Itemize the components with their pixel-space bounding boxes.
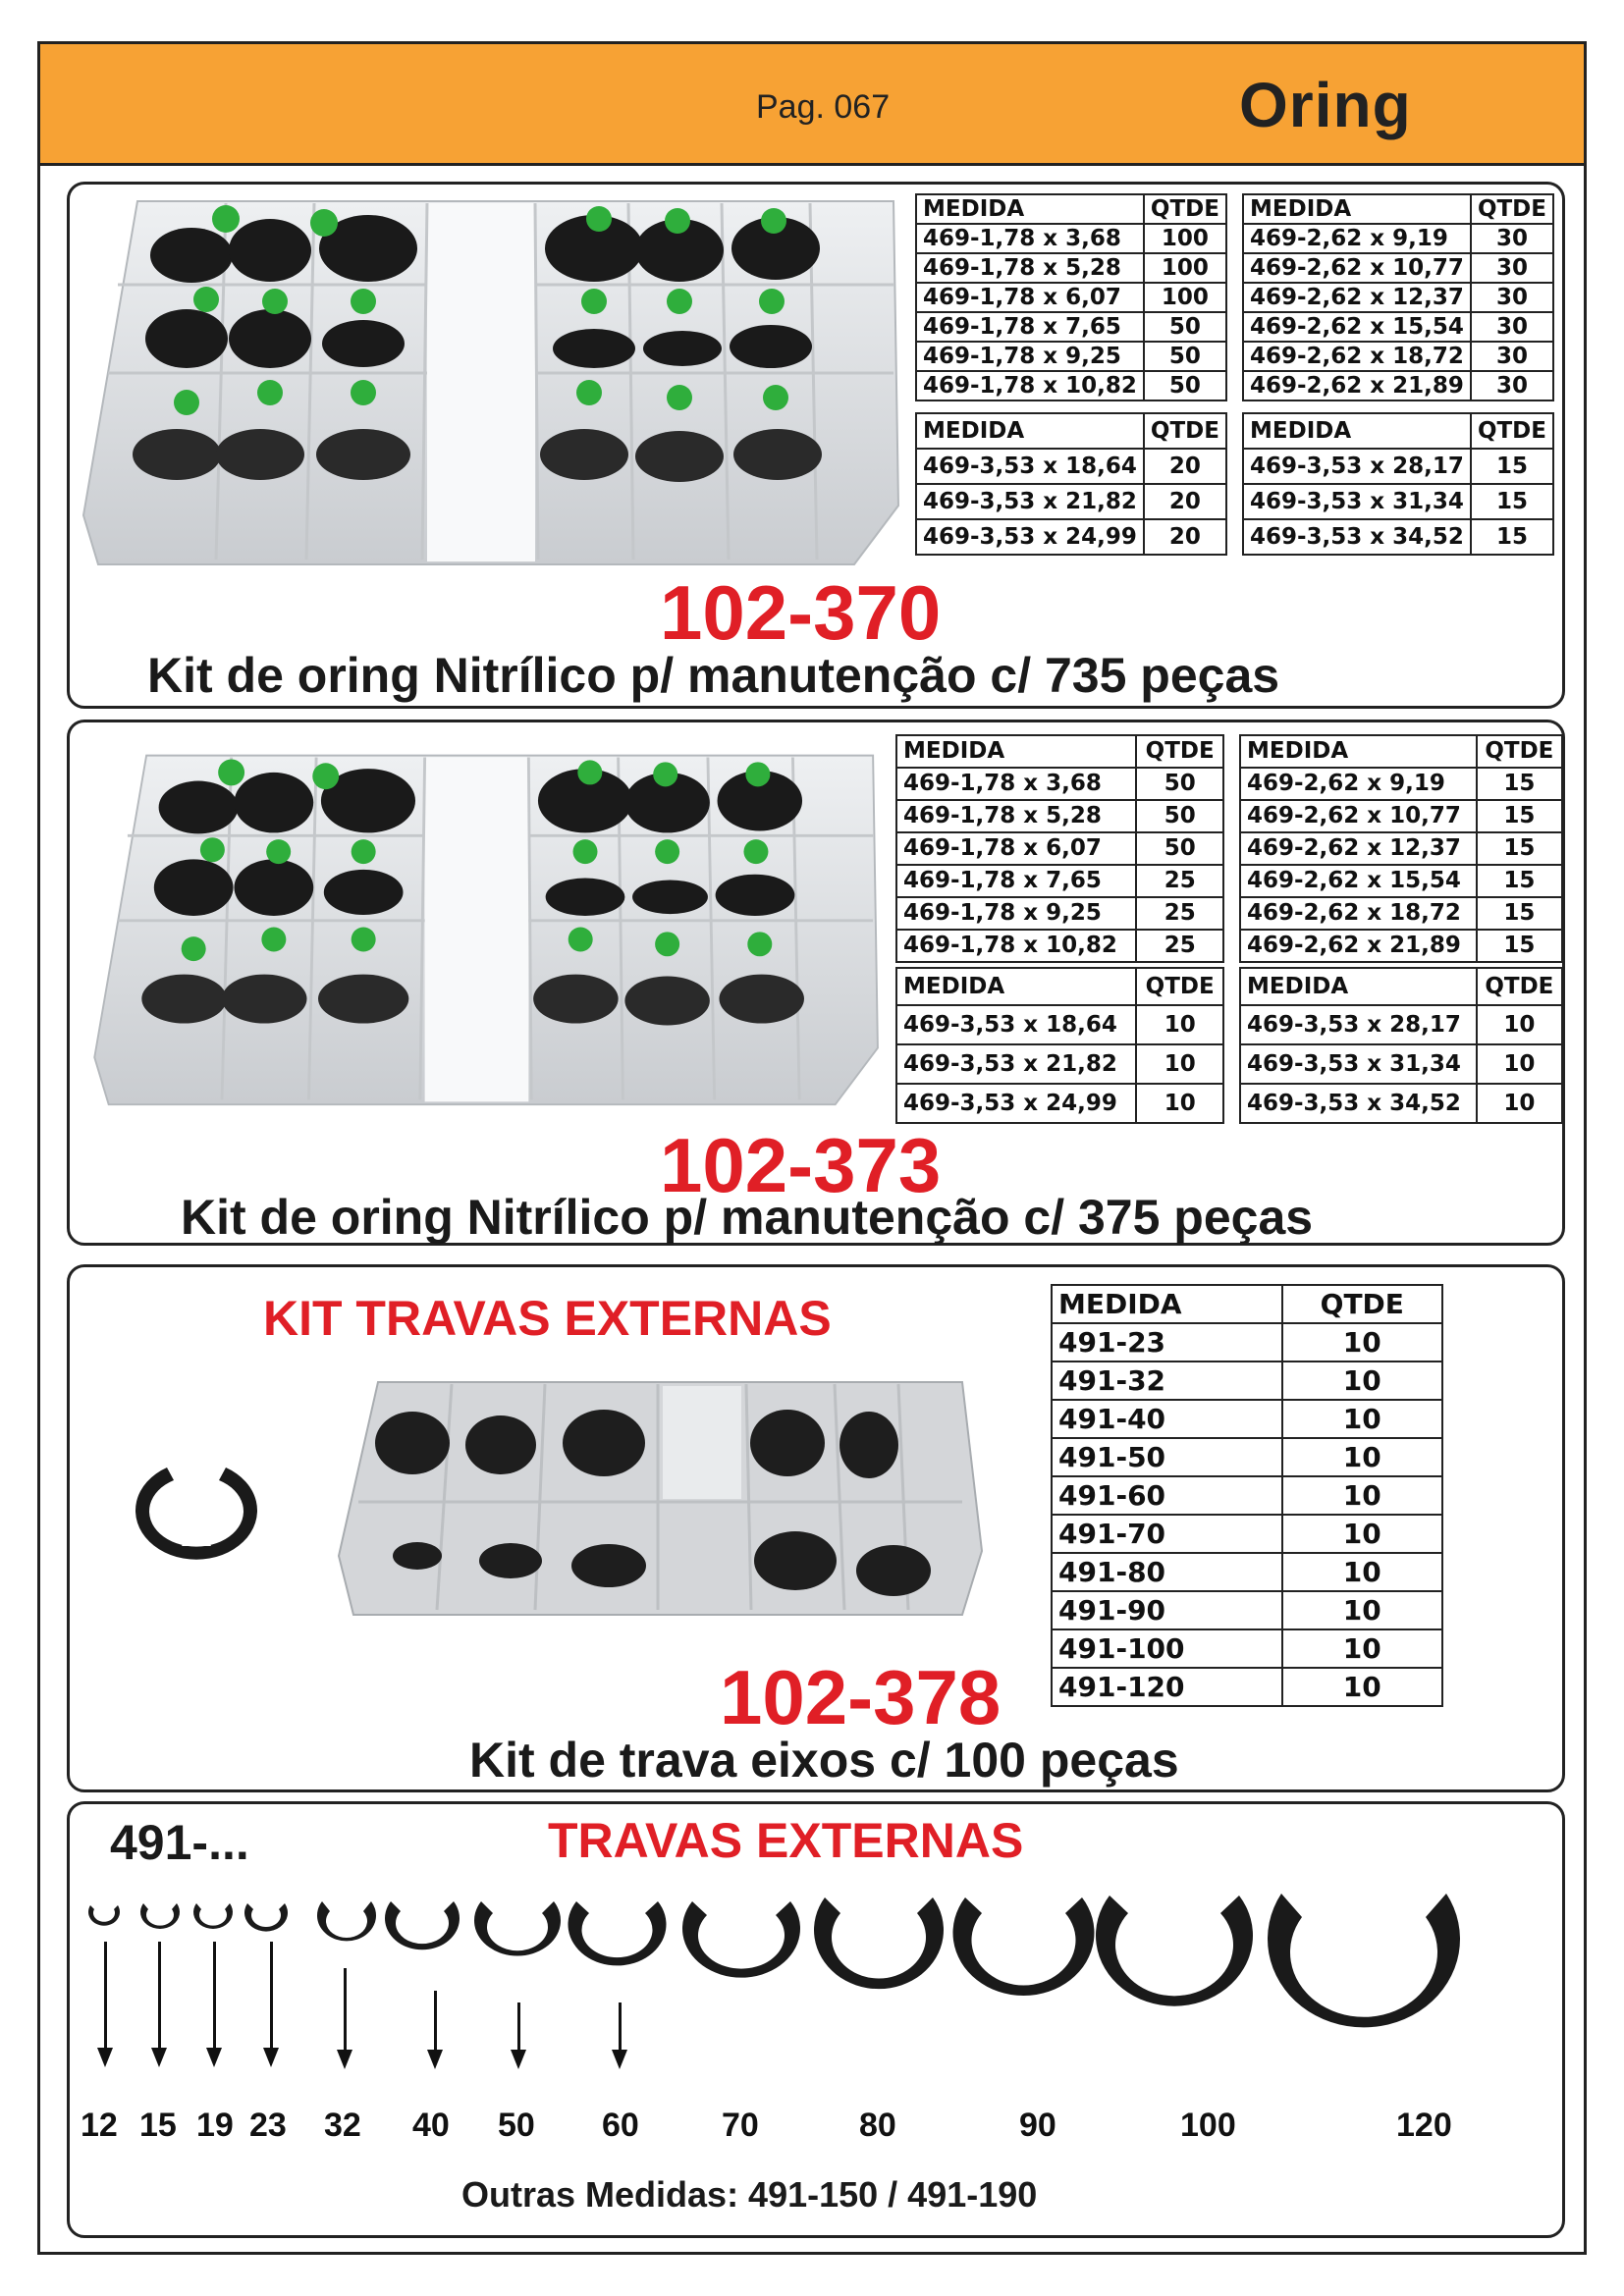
table-row: 469-2,62 x 12,37 30 xyxy=(1243,283,1553,312)
size-arrow xyxy=(104,1942,107,2050)
table-row: 469-3,53 x 18,64 10 xyxy=(896,1005,1223,1044)
table-row: 469-3,53 x 28,17 10 xyxy=(1240,1005,1562,1044)
table-row: 491-23 10 xyxy=(1052,1323,1442,1362)
size-label: 12 xyxy=(81,2107,118,2144)
size-label: 23 xyxy=(249,2107,287,2144)
kit-102-378-code: 102-378 xyxy=(720,1654,1001,1740)
table-row: 491-60 10 xyxy=(1052,1476,1442,1515)
table-row: 469-1,78 x 9,25 50 xyxy=(916,342,1226,371)
table-row: 469-3,53 x 21,82 10 xyxy=(896,1044,1223,1084)
ring-100 xyxy=(1096,1896,1253,2006)
other-sizes-note: Outras Medidas: 491-150 / 491-190 xyxy=(461,2174,1038,2215)
ring-50 xyxy=(474,1901,561,1955)
ring-15 xyxy=(140,1903,180,1929)
table-row: 469-1,78 x 10,82 50 xyxy=(916,371,1226,400)
kit-102-373-code: 102-373 xyxy=(660,1122,942,1208)
kit-102-373-table-d: MEDIDA QTDE 469-3,53 x 28,17 10 469-3,53 x 31,34 10 469-3,53 x 34,52 10 xyxy=(1239,967,1563,1124)
table-row: 491-120 10 xyxy=(1052,1668,1442,1706)
table-row: 469-3,53 x 34,52 10 xyxy=(1240,1084,1562,1123)
table-row: 469-1,78 x 5,28 100 xyxy=(916,253,1226,283)
page-title: Oring xyxy=(1239,70,1412,140)
page-number: Pag. 067 xyxy=(756,88,891,126)
table-row: 469-1,78 x 3,68 50 xyxy=(896,768,1223,800)
size-arrow xyxy=(158,1942,161,2050)
table-row: 469-2,62 x 15,54 30 xyxy=(1243,312,1553,342)
table-row: 469-1,78 x 6,07 100 xyxy=(916,283,1226,312)
ring-19 xyxy=(193,1903,233,1929)
oring-kit-box-photo xyxy=(79,191,908,569)
ring-90 xyxy=(952,1897,1094,1996)
table-row: 469-1,78 x 9,25 25 xyxy=(896,897,1223,930)
size-arrow xyxy=(270,1942,273,2050)
travas-prefix: 491-... xyxy=(110,1815,249,1870)
table-row: 469-1,78 x 7,65 25 xyxy=(896,865,1223,897)
table-row: 469-3,53 x 18,64 20 xyxy=(916,449,1226,484)
table-row: 469-1,78 x 3,68 100 xyxy=(916,224,1226,253)
size-label: 60 xyxy=(602,2107,639,2144)
retaining-rings-lineup xyxy=(79,1890,1561,2086)
ring-23 xyxy=(244,1903,288,1932)
table-row: 491-80 10 xyxy=(1052,1553,1442,1591)
kit-102-373-description: Kit de oring Nitrílico p/ manutenção c/ 375 peças xyxy=(181,1190,1314,1245)
ring-12 xyxy=(88,1905,120,1926)
table-row: 491-90 10 xyxy=(1052,1591,1442,1629)
kit-102-370-code: 102-370 xyxy=(660,569,942,656)
size-arrow xyxy=(517,2002,520,2052)
table-row: 491-40 10 xyxy=(1052,1400,1442,1438)
table-row: 469-2,62 x 21,89 15 xyxy=(1240,930,1562,962)
table-row: 469-2,62 x 15,54 15 xyxy=(1240,865,1562,897)
table-row: 469-3,53 x 31,34 15 xyxy=(1243,484,1553,519)
kit-102-370-table-c: MEDIDA QTDE 469-3,53 x 18,64 20 469-3,53 x 21,82 20 469-3,53 x 24,99 20 xyxy=(915,412,1227,556)
size-label: 50 xyxy=(498,2107,535,2144)
ring-80 xyxy=(814,1897,944,1989)
kit-102-370-table-d: MEDIDA QTDE 469-3,53 x 28,17 15 469-3,53 x 31,34 15 469-3,53 x 34,52 15 xyxy=(1242,412,1554,556)
ring-32 xyxy=(317,1901,376,1941)
ring-60 xyxy=(568,1901,667,1965)
ring-70 xyxy=(682,1901,800,1978)
retaining-ring-icon xyxy=(113,1453,280,1571)
kit-travas-title: KIT TRAVAS EXTERNAS xyxy=(263,1291,832,1346)
kit-102-373-table-c: MEDIDA QTDE 469-3,53 x 18,64 10 469-3,53 x 21,82 10 469-3,53 x 24,99 10 xyxy=(895,967,1224,1124)
table-row: 469-2,62 x 10,77 15 xyxy=(1240,800,1562,832)
table-row: 469-2,62 x 21,89 30 xyxy=(1243,371,1553,400)
table-row: 469-3,53 x 28,17 15 xyxy=(1243,449,1553,484)
table-row: 469-1,78 x 5,28 50 xyxy=(896,800,1223,832)
size-arrow xyxy=(434,1991,437,2052)
table-row: 469-2,62 x 12,37 15 xyxy=(1240,832,1562,865)
size-label: 40 xyxy=(412,2107,450,2144)
table-row: 469-2,62 x 10,77 30 xyxy=(1243,253,1553,283)
size-label: 100 xyxy=(1180,2107,1236,2144)
table-row: 469-1,78 x 6,07 50 xyxy=(896,832,1223,865)
size-label: 70 xyxy=(722,2107,759,2144)
table-row: 469-1,78 x 10,82 25 xyxy=(896,930,1223,962)
table-row: 469-3,53 x 24,99 10 xyxy=(896,1084,1223,1123)
table-row: 469-3,53 x 31,34 10 xyxy=(1240,1044,1562,1084)
size-label: 19 xyxy=(196,2107,234,2144)
kit-102-370-description: Kit de oring Nitrílico p/ manutenção c/ 735 peças xyxy=(147,648,1280,703)
kit-102-370-table-b: MEDIDA QTDE 469-2,62 x 9,19 30 469-2,62 x 10,77 30 469-2,62 x 12,37 30 469-2,62 x 15,54 30 469-2,62 x 18,72 30 469-2,62 x 21,89 30 xyxy=(1242,193,1554,401)
table-row: 469-2,62 x 9,19 15 xyxy=(1240,768,1562,800)
size-arrow xyxy=(344,1968,347,2052)
oring-kit-box-photo xyxy=(79,746,898,1109)
table-row: 491-100 10 xyxy=(1052,1629,1442,1668)
size-label: 120 xyxy=(1396,2107,1452,2144)
table-row: 469-2,62 x 18,72 30 xyxy=(1243,342,1553,371)
table-row: 469-3,53 x 21,82 20 xyxy=(916,484,1226,519)
table-row: 491-32 10 xyxy=(1052,1362,1442,1400)
table-row: 491-70 10 xyxy=(1052,1515,1442,1553)
table-row: 469-1,78 x 7,65 50 xyxy=(916,312,1226,342)
kit-102-378-table: MEDIDA QTDE 491-23 10 491-32 10 491-40 10 491-50 10 491-60 10 491-70 10 491-80 10 491-90 10 491-100 10 491-120 10 xyxy=(1051,1284,1443,1707)
size-label: 32 xyxy=(324,2107,361,2144)
table-row: 469-3,53 x 24,99 20 xyxy=(916,519,1226,555)
travas-externas-title: TRAVAS EXTERNAS xyxy=(548,1813,1024,1868)
ring-120 xyxy=(1268,1894,1460,2027)
kit-102-373-table-b: MEDIDA QTDE 469-2,62 x 9,19 15 469-2,62 x 10,77 15 469-2,62 x 12,37 15 469-2,62 x 15,54 15 469-2,62 x 18,72 15 469-2,62 x 21,89 15 xyxy=(1239,734,1563,963)
table-row: 469-2,62 x 9,19 30 xyxy=(1243,224,1553,253)
size-arrow xyxy=(213,1942,216,2050)
size-label: 15 xyxy=(139,2107,177,2144)
kit-102-378-description: Kit de trava eixos c/ 100 peças xyxy=(469,1733,1179,1788)
size-label: 80 xyxy=(859,2107,896,2144)
table-row: 469-2,62 x 18,72 15 xyxy=(1240,897,1562,930)
kit-102-373-table-a: MEDIDA QTDE 469-1,78 x 3,68 50 469-1,78 x 5,28 50 469-1,78 x 6,07 50 469-1,78 x 7,65 25 469-1,78 x 9,25 25 469-1,78 x 10,82 25 xyxy=(895,734,1224,963)
trava-kit-box-photo xyxy=(334,1374,987,1620)
size-label: 90 xyxy=(1019,2107,1056,2144)
ring-40 xyxy=(385,1901,460,1949)
kit-102-370-table-a: MEDIDA QTDE 469-1,78 x 3,68 100 469-1,78 x 5,28 100 469-1,78 x 6,07 100 469-1,78 x 7,65 50 469-1,78 x 9,25 50 469-1,78 x 10,82 50 xyxy=(915,193,1227,401)
table-row: 491-50 10 xyxy=(1052,1438,1442,1476)
table-row: 469-3,53 x 34,52 15 xyxy=(1243,519,1553,555)
size-arrow xyxy=(619,2002,622,2052)
